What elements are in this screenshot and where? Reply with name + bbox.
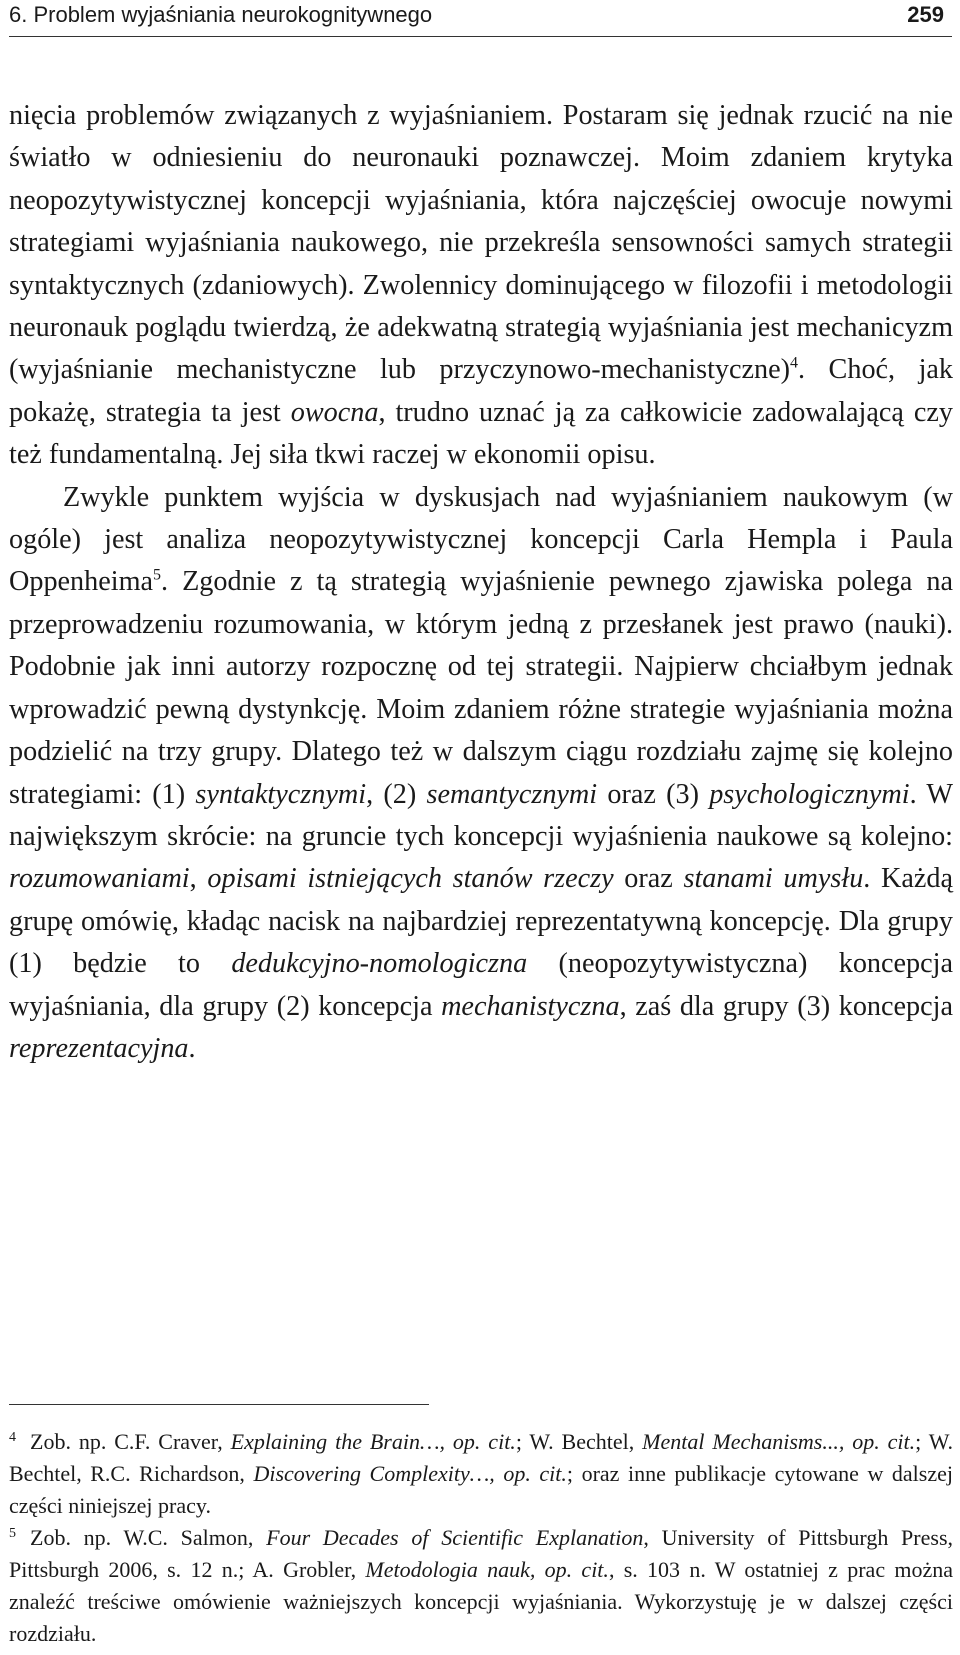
footnote-separator	[9, 1404, 429, 1405]
footnote-ref-5: 5	[153, 567, 162, 585]
footnote-number: 5	[9, 1525, 16, 1541]
text-run: , trudno uznać ją za całkowicie zadowalającą czy też fundamentalną. Jej siła tkwi raczej w ekonomii opisu.	[9, 396, 953, 471]
text-run: . W największym skrócie: na gruncie tych koncepcji wyjaśnienia naukowe są kolejno:	[9, 778, 953, 852]
text-run: , s. 103 n. W ostatniej z prac można znaleźć treściwe omówienie ważniejszych koncepcji wyjaśniania. Wykorzystuję je w dalszej części rozdziału.	[9, 1557, 953, 1646]
emphasis: rozumowaniami	[9, 863, 190, 895]
text-run: oraz (3)	[597, 778, 710, 810]
emphasis: dedukcyjno-nomologiczna	[231, 948, 528, 980]
paragraph-1	[9, 95, 953, 477]
text-run: ,	[189, 863, 208, 895]
text-run: Zob. np. C.F. Craver,	[30, 1429, 231, 1454]
citation-title: Four Decades of Scientific Explanation	[266, 1525, 644, 1550]
text-run: . Choć, jak pokażę, strategia ta jest	[9, 354, 954, 428]
footnote-ref-4: 4	[790, 355, 799, 373]
emphasis: semantycznymi	[426, 778, 598, 810]
emphasis: psychologicznymi	[709, 778, 910, 810]
emphasis: reprezentacyjna	[9, 1032, 189, 1064]
text-run: . Każdą grupę omówię, kładąc nacisk na najbardziej reprezentatywną koncepcję. Dla grupy (1) będzie to	[9, 863, 954, 980]
text-run: ; W. Bechtel,	[515, 1429, 643, 1454]
running-header	[9, 0, 952, 37]
text-run: , zaś dla grupy (3) koncepcja	[619, 990, 953, 1022]
emphasis: stanami umysłu	[683, 863, 864, 895]
text-run: .	[188, 1032, 196, 1064]
text-run: oraz	[613, 863, 684, 895]
citation-title: Mental Mechanisms..., op. cit.	[642, 1429, 916, 1454]
text-run: ; W. Bechtel, R.C. Richardson,	[9, 1429, 953, 1486]
citation-title: Discovering Complexity…, op. cit.	[253, 1461, 567, 1486]
footnote-4	[9, 1426, 953, 1522]
text-run: . Zgodnie z tą strategią wyjaśnienie pewnego zjawiska polega na przeprowadzeniu rozumowania, w którym jedną z przesłanek jest prawo (nauki). Podobnie jak inni autorzy rozpocznę od tej strategii. Najpierw chciałbym jednak wprowadzić pewną dystynkcję. Moim zdaniem różne strategie wyjaśniania można podzielić na trzy grupy. Dlatego też w dalszym ciągu rozdziału zajmę się kolejno strategiami: (1)	[9, 566, 953, 810]
footnote-number: 4	[9, 1429, 16, 1445]
emphasis: syntaktycznymi	[195, 778, 367, 810]
text-run: , University of Pittsburgh Press, Pittsburgh 2006, s. 12 n.; A. Grobler,	[9, 1525, 954, 1582]
main-text	[9, 95, 953, 1070]
text-run: Zwykle punktem wyjścia w dyskusjach nad wyjaśnianiem naukowym (w ogóle) jest analiza neopozytywistycznej koncepcji Carla Hempla i Paula Oppenheima	[9, 481, 953, 598]
paragraph-2	[9, 477, 953, 1071]
emphasis: owocna	[290, 396, 379, 428]
chapter-title: 6. Problem wyjaśniania neurokognitywnego	[9, 2, 433, 27]
text-run: , (2)	[366, 778, 427, 810]
text-run: Zob. np. W.C. Salmon,	[30, 1525, 267, 1550]
text-run: ; oraz inne publikacje cytowane w dalszej części niniejszej pracy.	[9, 1461, 953, 1518]
text-run: (neopozytywistyczna) koncepcja wyjaśniania, dla grupy (2) koncepcja	[9, 948, 953, 1022]
page-number: 259	[907, 2, 944, 27]
citation-title: Explaining the Brain…, op. cit.	[230, 1429, 516, 1454]
text-run: nięcia problemów związanych z wyjaśnianiem. Postaram się jednak rzucić na nie światło w odniesieniu do neuronauki poznawczej. Moim zdaniem krytyka neopozytywistycznej koncepcji wyjaśniania, która najczęściej owocuje nowymi strategiami wyjaśniania naukowego, nie przekreśla sensowności samych strategii syntaktycznych (zdaniowych). Zwolennicy dominującego w filozofii i metodologii neuronauk poglądu twierdzą, że adekwatną strategią wyjaśniania jest mechanicyzm (wyjaśnianie mechanistyczne lub przyczynowo-mechanistyczne)	[9, 100, 953, 386]
footnote-5	[9, 1522, 953, 1650]
citation-title: Metodologia nauk, op. cit.	[365, 1557, 609, 1582]
footnotes	[9, 1426, 953, 1650]
emphasis: mechanistyczna	[441, 990, 620, 1022]
emphasis: opisami istniejących stanów rzeczy	[207, 863, 614, 895]
